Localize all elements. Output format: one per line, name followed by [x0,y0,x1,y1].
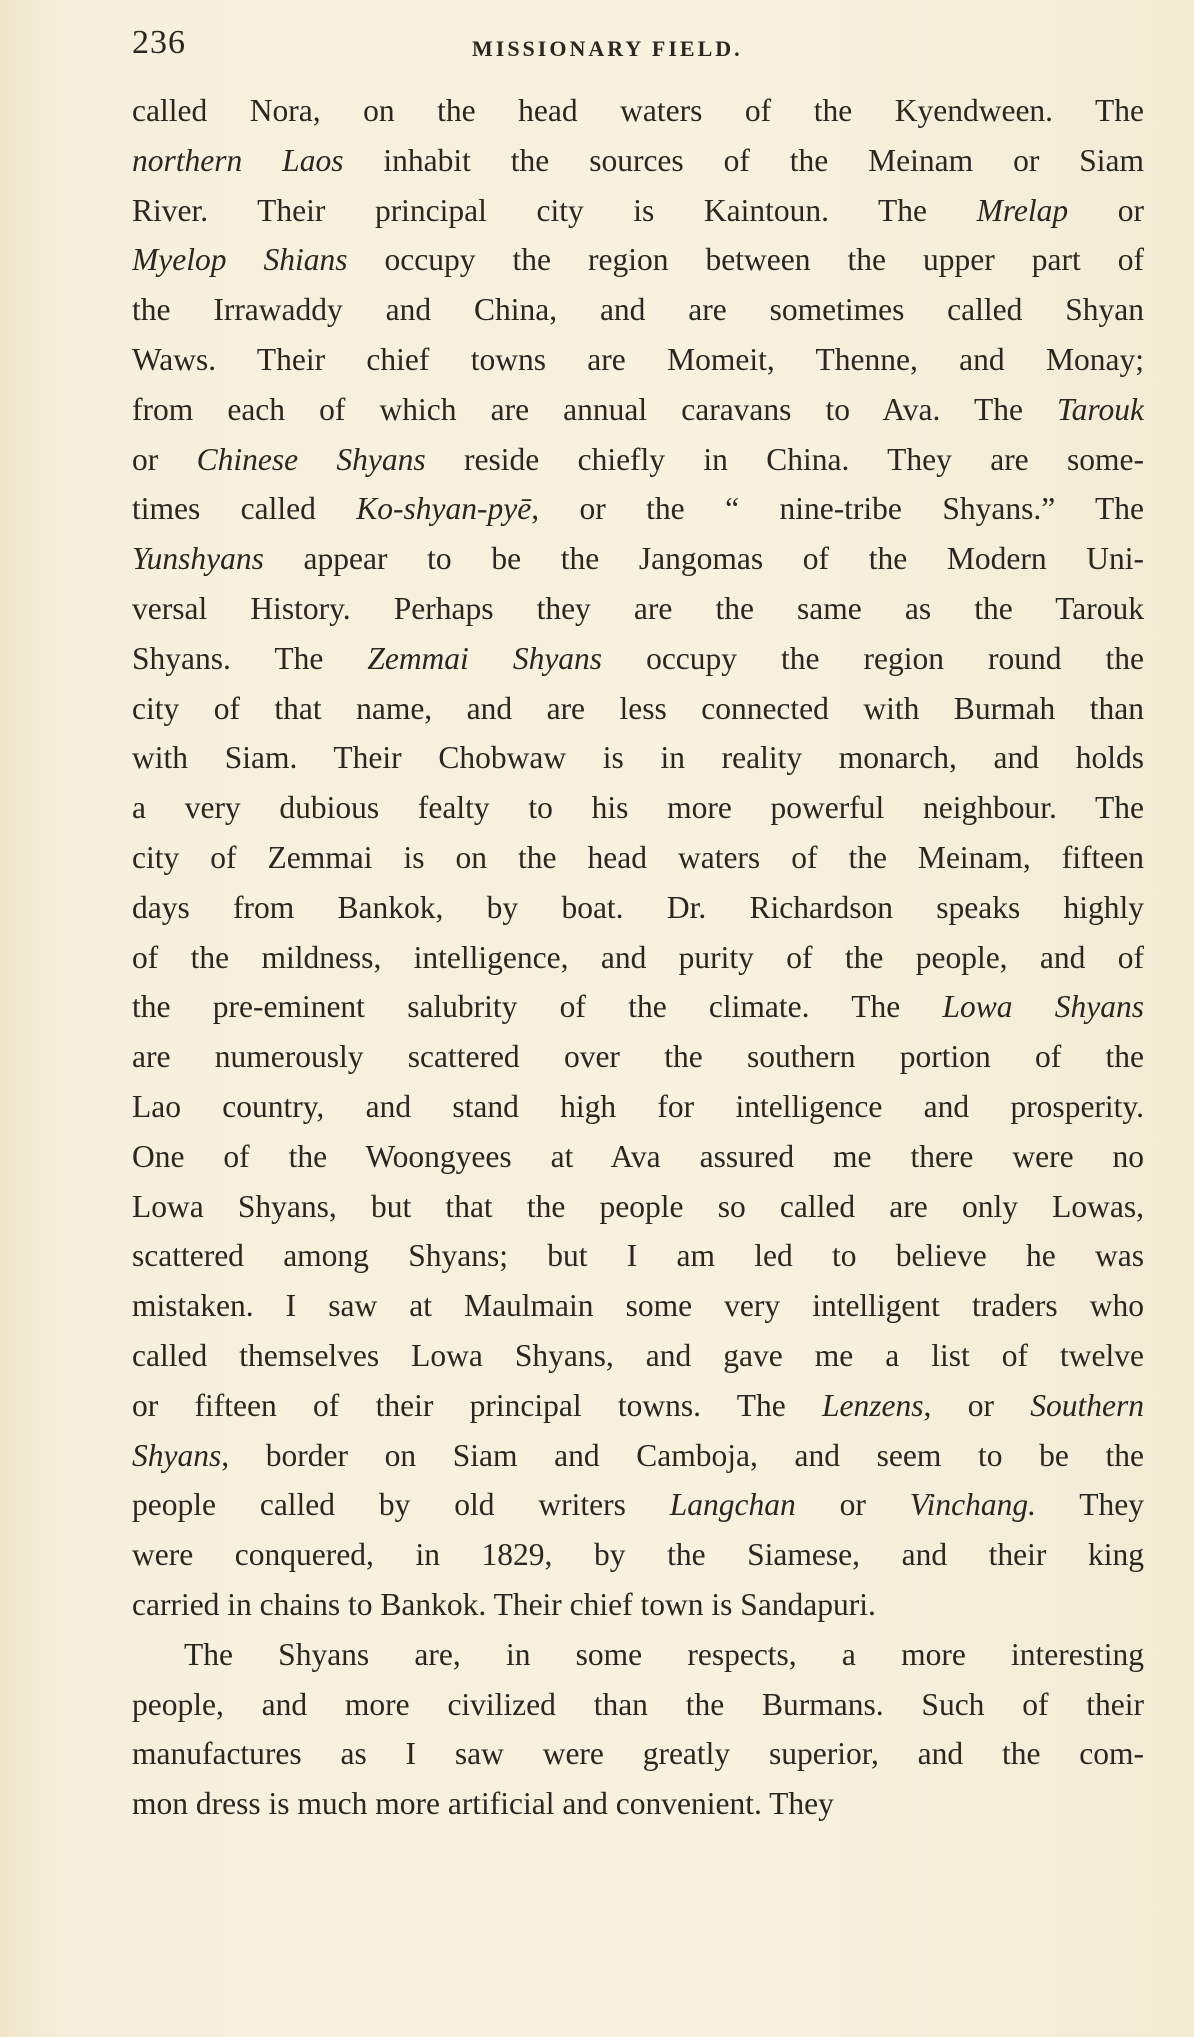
text-run: occupy the region round the [602,640,1144,676]
text-run: carried in chains to Bankok. Their chief town is Sandapuri. [132,1586,876,1622]
text-run: people called by old writers [132,1487,670,1523]
text-run: versal History. Perhaps they are the same as the Tarouk [132,590,1144,626]
text-run: River. Their principal city is Kaintoun. The [132,192,977,228]
text-line [132,1182,1144,1232]
text-line [132,186,1144,236]
text-line [132,1779,1144,1829]
italic-text: Mrelap [976,192,1069,228]
text-run: appear to be the Jangomas of the Modern Uni- [263,541,1144,577]
text-run: inhabit the sources of the Meinam or Siam [343,142,1144,178]
text-line [132,733,1144,783]
text-run: , or [923,1387,1031,1423]
text-line [132,634,1144,684]
text-line [132,883,1144,933]
italic-text: northern Laos [132,142,344,178]
text-line [132,1480,1144,1530]
text-run: , border on Siam and Camboja, and seem to be the [221,1437,1144,1473]
page-header [132,26,1142,76]
text-line [132,783,1144,833]
italic-text: Langchan [669,1487,796,1523]
text-line [132,1381,1144,1431]
text-run: They [1035,1487,1144,1523]
text-run: mistaken. I saw at Maulmain some very intelligent traders who [132,1288,1144,1324]
italic-text: Shyans [132,1437,222,1473]
text-run: The Shyans are, in some respects, a more interesting [184,1636,1144,1672]
text-run: Waws. Their chief towns are Momeit, Thenne, and Monay; [132,341,1144,377]
text-line [132,1729,1144,1779]
italic-text: Ko-shyan-pyē [356,491,532,527]
italic-text: Vinchang. [909,1487,1036,1523]
italic-text: Lenzens [822,1387,924,1423]
text-run: , or the “ nine-tribe Shyans.” The [531,491,1144,527]
text-line [132,385,1144,435]
text-run: called Nora, on the head waters of the Kyendween. The [132,93,1144,128]
text-line [132,484,1144,534]
text-run: Lao country, and stand high for intelligence and prosperity. [132,1088,1144,1124]
text-run: or [132,441,197,477]
text-line [132,136,1144,186]
text-line [132,235,1144,285]
text-line [132,285,1144,335]
text-line [132,1580,1144,1630]
text-run: mon dress is much more artificial and convenient. They [132,1786,834,1822]
text-line [132,933,1144,983]
text-run: called themselves Lowa Shyans, and gave me a list of twelve [132,1337,1144,1373]
text-line [132,534,1144,584]
text-run: manufactures as I saw were greatly superior, and the com- [132,1736,1144,1772]
text-line [132,584,1144,634]
italic-text: Yunshyans [132,541,264,577]
text-line [132,435,1144,485]
text-line [132,86,1144,136]
italic-text: Chinese Shyans [196,441,426,477]
text-run: the Irrawaddy and China, and are sometimes called Shyan [132,292,1144,328]
text-line [132,1431,1144,1481]
text-run: occupy the region between the upper part of [347,242,1144,278]
text-run: city of that name, and are less connected with Burmah than [132,690,1144,726]
text-run: city of Zemmai is on the head waters of the Meinam, fifteen [132,839,1144,875]
text-line [132,1032,1144,1082]
text-run: One of the Woongyees at Ava assured me there were no [132,1138,1144,1174]
text-run: are numerously scattered over the southern portion of the [132,1039,1144,1075]
text-line [132,833,1144,883]
body-text [132,86,1144,1829]
text-run: were conquered, in 1829, by the Siamese, and their king [132,1537,1144,1573]
italic-text: Myelop Shians [132,242,348,278]
italic-text: Tarouk [1057,391,1144,427]
text-line [132,1630,1144,1680]
page-number: 236 [132,24,186,61]
text-line [132,1132,1144,1182]
italic-text: Lowa Shyans [942,989,1144,1025]
text-run: Lowa Shyans, but that the people so called are only Lowas, [132,1188,1144,1224]
text-line [132,1281,1144,1331]
text-line [132,1680,1144,1730]
italic-text: Zemmai Shyans [367,640,603,676]
text-run: Shyans. The [132,640,368,676]
text-run: or [795,1487,910,1523]
text-run: a very dubious fealty to his more powerful neighbour. The [132,790,1144,826]
text-line [132,1530,1144,1580]
running-head: MISSIONARY FIELD. [472,36,743,61]
italic-text: Southern [1030,1387,1144,1423]
text-line [132,1231,1144,1281]
text-line [132,982,1144,1032]
text-run: from each of which are annual caravans to Ava. The [132,391,1058,427]
text-line [132,1082,1144,1132]
text-line [132,684,1144,734]
text-line [132,335,1144,385]
text-run: scattered among Shyans; but I am led to believe he was [132,1238,1144,1274]
text-run: of the mildness, intelligence, and purity of the people, and of [132,939,1144,975]
text-run: with Siam. Their Chobwaw is in reality monarch, and holds [132,740,1144,776]
text-run: reside chiefly in China. They are some- [425,441,1144,477]
text-run: days from Bankok, by boat. Dr. Richardson speaks highly [132,889,1144,925]
text-run: or fifteen of their principal towns. The [132,1387,823,1423]
text-run: times called [132,491,357,527]
text-line [132,1331,1144,1381]
text-run: the pre-eminent salubrity of the climate. The [132,989,943,1025]
text-run: or [1068,192,1144,228]
text-run: people, and more civilized than the Burmans. Such of their [132,1686,1144,1722]
